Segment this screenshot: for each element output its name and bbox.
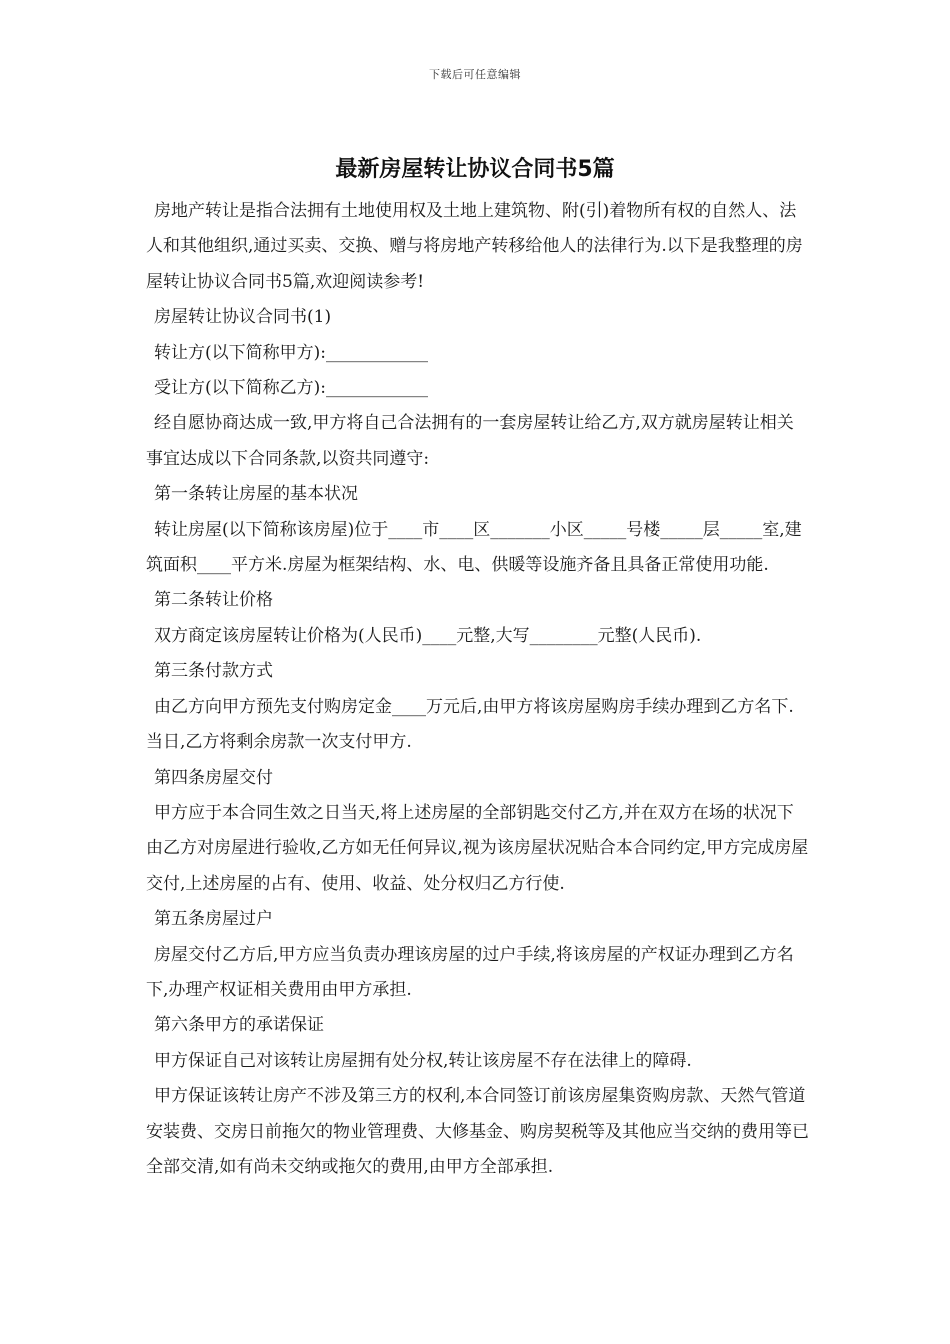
article-5-body: 房屋交付乙方后,甲方应当负责办理该房屋的过户手续,将该房屋的产权证办理到乙方名下,办理产权证相关费用由甲方承担. bbox=[146, 944, 794, 1000]
article-2-heading: 第二条转让价格 bbox=[154, 590, 273, 611]
document-body bbox=[146, 194, 810, 1185]
document-title: 最新房屋转让协议合同书5篇 bbox=[335, 157, 615, 182]
section-heading-contract-1: 房屋转让协议合同书(1) bbox=[154, 307, 332, 328]
paragraph-transferee: 受让方(以下简称乙方):____________ bbox=[154, 378, 428, 399]
article-3-body: 由乙方向甲方预先支付购房定金____万元后,由甲方将该房屋购房手续办理到乙方名下.当日,乙方将剩余房款一次支付甲方. bbox=[146, 696, 794, 753]
article-4-heading: 第四条房屋交付 bbox=[154, 767, 273, 788]
article-1-body: 转让房屋(以下简称该房屋)位于____市____区_______小区_____号楼_____层_____室,建筑面积____平方米.房屋为框架结构、水、电、供暖等设施齐备且具备正常使用功能. bbox=[146, 519, 802, 576]
article-6-heading: 第六条甲方的承诺保证 bbox=[154, 1015, 324, 1036]
paragraph-intro: 房地产转让是指合法拥有土地使用权及土地上建筑物、附(引)着物所有权的自然人、法人和其他组织,通过买卖、交换、赠与将房地产转移给他人的法律行为.以下是我整理的房屋转让协议合同书5篇,欢迎阅读参考! bbox=[146, 201, 803, 292]
paragraph-transferor: 转让方(以下简称甲方):____________ bbox=[154, 342, 428, 363]
header-note: 下载后可任意编辑 bbox=[429, 68, 521, 81]
article-2-body: 双方商定该房屋转让价格为(人民币)____元整,大写________元整(人民币). bbox=[154, 625, 702, 646]
paragraph-agreement: 经自愿协商达成一致,甲方将自己合法拥有的一套房屋转让给乙方,双方就房屋转让相关事宜达成以下合同条款,以资共同遵守: bbox=[146, 413, 794, 469]
article-1-heading: 第一条转让房屋的基本状况 bbox=[154, 484, 358, 505]
article-3-heading: 第三条付款方式 bbox=[154, 661, 273, 682]
article-6-body-1: 甲方保证自己对该转让房屋拥有处分权,转让该房屋不存在法律上的障碍. bbox=[154, 1050, 692, 1071]
article-4-body: 甲方应于本合同生效之日当天,将上述房屋的全部钥匙交付乙方,并在双方在场的状况下由乙方对房屋进行验收,乙方如无任何异议,视为该房屋状况贴合本合同约定,甲方完成房屋交付,上述房屋的占有、使用、收益、处分权归乙方行使. bbox=[146, 802, 809, 894]
article-6-body-2: 甲方保证该转让房产不涉及第三方的权利,本合同签订前该房屋集资购房款、天然气管道安装费、交房日前拖欠的物业管理费、大修基金、购房契税等及其他应当交纳的费用等已全部交清,如有尚未交纳或拖欠的费用,由甲方全部承担. bbox=[146, 1086, 809, 1177]
article-5-heading: 第五条房屋过户 bbox=[154, 909, 273, 930]
